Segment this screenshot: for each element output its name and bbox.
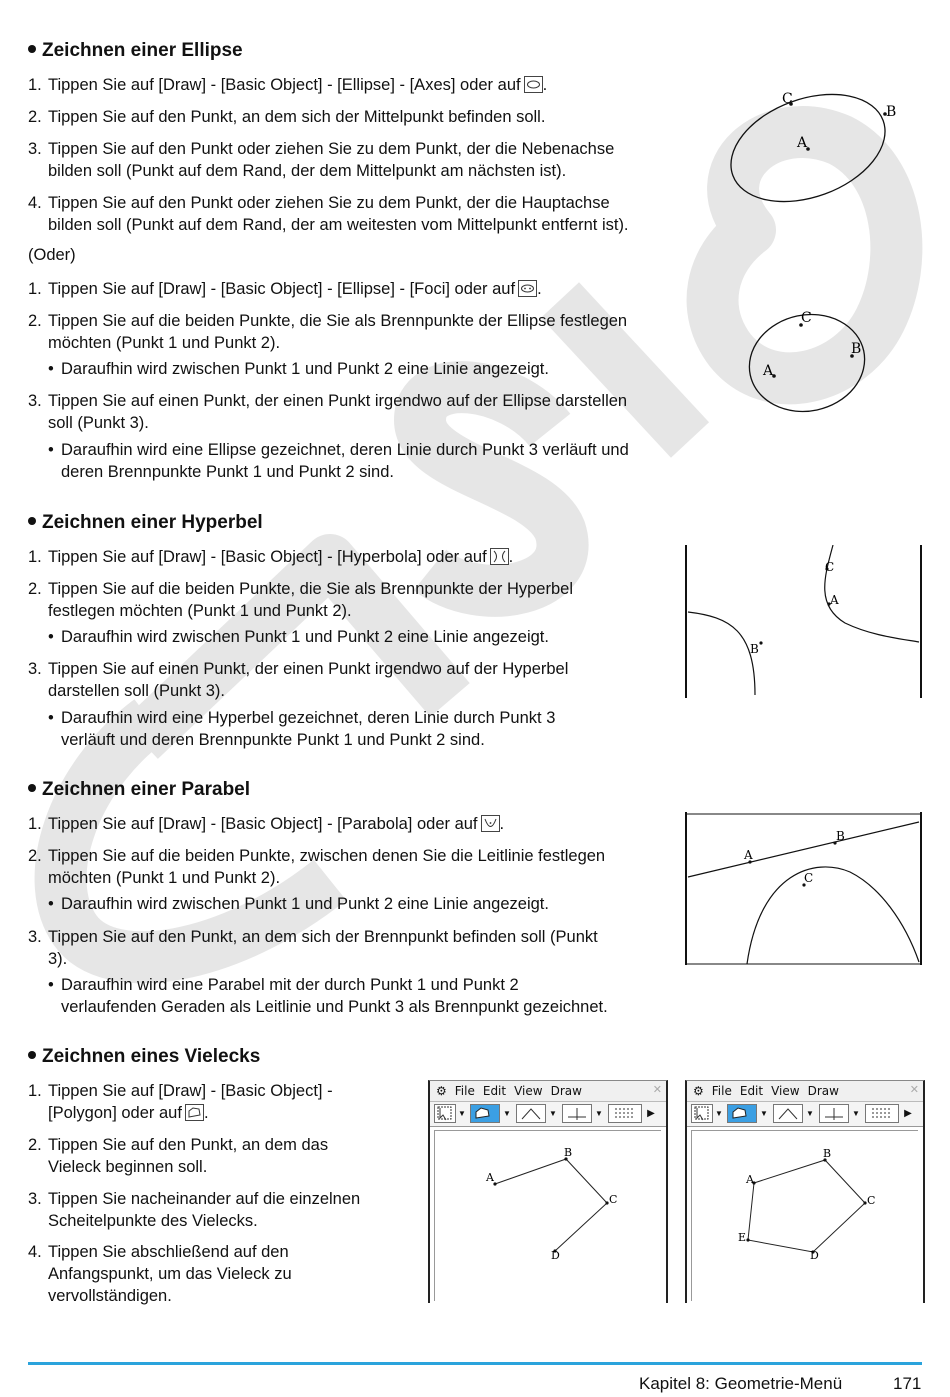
dropdown-arrow-icon[interactable]: ▼: [760, 1109, 768, 1118]
menu-view[interactable]: View: [514, 1084, 543, 1098]
bullet-dot: [28, 1051, 36, 1059]
point-label-c: C: [804, 871, 814, 885]
ellipse-step-1: 1. Tippen Sie auf [Draw] - [Basic Object] - [Ellipse] - [Axes] oder auf .: [28, 76, 548, 94]
point-label-a: A: [830, 593, 839, 607]
hyperbel-step-2: 2. Tippen Sie auf die beiden Punkte, die Sie als Brennpunkte der Hyperbel festlegen möchten (Punkt 1 und Punkt 2).: [28, 580, 573, 620]
polygon-open-figure: [435, 1131, 659, 1299]
vieleck-step-2: 2. Tippen Sie auf den Punkt, an dem das Vieleck beginnen soll.: [28, 1136, 329, 1176]
geometry-canvas[interactable]: [691, 1130, 918, 1301]
hyperbel-bullet-2: • Daraufhin wird zwischen Punkt 1 und Punkt 2 eine Linie angezeigt.: [48, 628, 549, 646]
polygon-tool-icon[interactable]: [727, 1104, 757, 1123]
oder-text: (Oder): [28, 246, 76, 264]
ellipse-foci-step-3: 3. Tippen Sie auf einen Punkt, der einen Punkt irgendwo auf der Ellipse darstellen soll (Punkt 3).: [28, 392, 628, 432]
heading-parabel: Zeichnen einer Parabel: [28, 779, 250, 801]
point-label-b: B: [750, 642, 759, 656]
geometry-canvas[interactable]: [434, 1130, 661, 1301]
menu-file[interactable]: File: [454, 1084, 475, 1098]
perpendicular-tool-icon[interactable]: [819, 1104, 849, 1123]
bullet-dot: [28, 784, 36, 792]
menu-edit[interactable]: Edit: [482, 1084, 507, 1098]
point-label-e: E: [738, 1231, 747, 1244]
close-icon[interactable]: ✕: [909, 1083, 919, 1096]
point-label-d: D: [551, 1249, 560, 1262]
bullet-dot: [28, 45, 36, 53]
hyperbola-icon[interactable]: [490, 548, 509, 565]
ellipse-foci-step-1: 1. Tippen Sie auf [Draw] - [Basic Object] - [Ellipse] - [Foci] oder auf .: [28, 280, 542, 298]
vieleck-step-4: 4. Tippen Sie abschließend auf den Anfangspunkt, um das Vieleck zu vervollständigen.: [28, 1243, 292, 1305]
triangle-tool-icon[interactable]: [516, 1104, 546, 1123]
footer-rule: [28, 1362, 922, 1365]
menu-draw[interactable]: Draw: [550, 1084, 582, 1098]
ellipse-step-3: 3. Tippen Sie auf den Punkt oder ziehen Sie zu dem Punkt, der die Nebenachse bilden soll (Punkt auf dem Rand, der dem Mittelpunkt am nächsten ist).: [28, 140, 615, 180]
ellipse-foci-bullet-3: • Daraufhin wird eine Ellipse gezeichnet, deren Linie durch Punkt 3 verläuft und deren Brennpunkte Punkt 1 und Punkt 2 sind.: [48, 441, 629, 481]
gear-icon[interactable]: ⚙: [436, 1084, 447, 1098]
dropdown-arrow-icon[interactable]: ▼: [549, 1109, 557, 1118]
hyperbel-bullet-3: • Daraufhin wird eine Hyperbel gezeichnet, deren Linie durch Punkt 3 verläuft und deren Brennpunkte Punkt 1 und Punkt 2 sind.: [48, 709, 556, 749]
perpendicular-tool-icon[interactable]: [562, 1104, 592, 1123]
menu-file[interactable]: File: [711, 1084, 732, 1098]
hyperbola-figure: [685, 545, 923, 700]
point-label-a: A: [486, 1171, 494, 1184]
dropdown-arrow-icon[interactable]: ▼: [503, 1109, 511, 1118]
polygon-screenshot-closed: [685, 1080, 925, 1303]
measure-tool-icon[interactable]: [865, 1104, 899, 1123]
ellipse-step-4: 4. Tippen Sie auf den Punkt oder ziehen Sie zu dem Punkt, der die Hauptachse bilden soll (Punkt auf dem Rand, der am weitesten vom Mittelpunkt entfernt ist).: [28, 194, 629, 234]
close-icon[interactable]: ✕: [652, 1083, 662, 1096]
heading-ellipse: Zeichnen einer Ellipse: [28, 40, 243, 62]
dropdown-arrow-icon[interactable]: ▼: [852, 1109, 860, 1118]
point-label-a: A: [746, 1173, 754, 1186]
point-label-b: B: [836, 829, 845, 843]
polygon-icon[interactable]: [185, 1104, 204, 1121]
point-label-c: C: [609, 1193, 618, 1206]
heading-vieleck: Zeichnen eines Vielecks: [28, 1046, 260, 1068]
ellipse-foci-figure: [745, 305, 875, 420]
point-label-c: C: [801, 310, 812, 326]
dropdown-arrow-icon[interactable]: ▼: [806, 1109, 814, 1118]
menu-bar: [430, 1081, 666, 1102]
point-label-b: B: [886, 104, 897, 120]
point-label-a: A: [797, 135, 808, 151]
footer-chapter: Kapitel 8: Geometrie-Menü: [639, 1374, 843, 1393]
point-label-a: A: [763, 363, 774, 379]
scroll-right-icon[interactable]: ▶: [647, 1108, 655, 1119]
point-label-a: A: [744, 848, 753, 862]
ellipse-foci-step-2: 2. Tippen Sie auf die beiden Punkte, die Sie als Brennpunkte der Ellipse festlegen möchten (Punkt 1 und Punkt 2).: [28, 312, 628, 352]
point-label-b: B: [851, 341, 862, 357]
menu-edit[interactable]: Edit: [739, 1084, 764, 1098]
triangle-tool-icon[interactable]: [773, 1104, 803, 1123]
parabola-figure: [685, 812, 923, 967]
hyperbel-step-1: 1. Tippen Sie auf [Draw] - [Basic Object] - [Hyperbola] oder auf .: [28, 548, 514, 566]
polygon-screenshot-open: [428, 1080, 668, 1303]
ellipse-foci-bullet-2: • Daraufhin wird zwischen Punkt 1 und Punkt 2 eine Linie angezeigt.: [48, 360, 549, 378]
select-tool-icon[interactable]: [691, 1104, 713, 1123]
parabel-step-1: 1. Tippen Sie auf [Draw] - [Basic Object] - [Parabola] oder auf .: [28, 815, 505, 833]
polygon-tool-icon[interactable]: [470, 1104, 500, 1123]
ellipse-foci-icon[interactable]: [518, 280, 537, 297]
vieleck-step-1: 1. Tippen Sie auf [Draw] - [Basic Object] - [Polygon] oder auf .: [28, 1082, 333, 1122]
point-label-c: C: [867, 1194, 876, 1207]
polygon-closed-figure: [692, 1131, 916, 1299]
point-label-b: B: [823, 1147, 832, 1160]
dropdown-arrow-icon[interactable]: ▼: [595, 1109, 603, 1118]
point-label-d: D: [810, 1249, 819, 1262]
menu-bar: [687, 1081, 923, 1102]
toolbar: [687, 1102, 923, 1127]
point-label-c: C: [825, 560, 835, 574]
measure-tool-icon[interactable]: [608, 1104, 642, 1123]
bullet-dot: [28, 517, 36, 525]
parabel-step-3: 3. Tippen Sie auf den Punkt, an dem sich der Brennpunkt befinden soll (Punkt 3).: [28, 928, 598, 968]
ellipse-step-2: 2. Tippen Sie auf den Punkt, an dem sich der Mittelpunkt befinden soll.: [28, 108, 546, 126]
parabel-step-2: 2. Tippen Sie auf die beiden Punkte, zwischen denen Sie die Leitlinie festlegen möchten (Punkt 1 und Punkt 2).: [28, 847, 606, 887]
heading-hyperbel: Zeichnen einer Hyperbel: [28, 512, 263, 534]
menu-draw[interactable]: Draw: [807, 1084, 839, 1098]
point-label-b: B: [564, 1146, 573, 1159]
point-label-c: C: [782, 91, 793, 107]
parabola-icon[interactable]: [481, 815, 500, 832]
parabel-bullet-3: • Daraufhin wird eine Parabel mit der durch Punkt 1 und Punkt 2 verlaufenden Geraden als Leitlinie und Punkt 3 als Brennpunkt gezeichnet.: [48, 976, 608, 1016]
ellipse-axes-figure: [720, 88, 910, 208]
dropdown-arrow-icon[interactable]: ▼: [458, 1109, 466, 1118]
scroll-right-icon[interactable]: ▶: [904, 1108, 912, 1119]
page-number: 171: [893, 1374, 922, 1393]
select-tool-icon[interactable]: [434, 1104, 456, 1123]
hyperbel-step-3: 3. Tippen Sie auf einen Punkt, der einen Punkt irgendwo auf der Hyperbel darstellen soll (Punkt 3).: [28, 660, 569, 700]
toolbar: [430, 1102, 666, 1127]
dropdown-arrow-icon[interactable]: ▼: [715, 1109, 723, 1118]
gear-icon[interactable]: ⚙: [693, 1084, 704, 1098]
parabel-bullet-2: • Daraufhin wird zwischen Punkt 1 und Punkt 2 eine Linie angezeigt.: [48, 895, 549, 913]
vieleck-step-3: 3. Tippen Sie nacheinander auf die einzelnen Scheitelpunkte des Vielecks.: [28, 1190, 361, 1230]
menu-view[interactable]: View: [771, 1084, 800, 1098]
ellipse-axes-icon[interactable]: [524, 76, 543, 93]
